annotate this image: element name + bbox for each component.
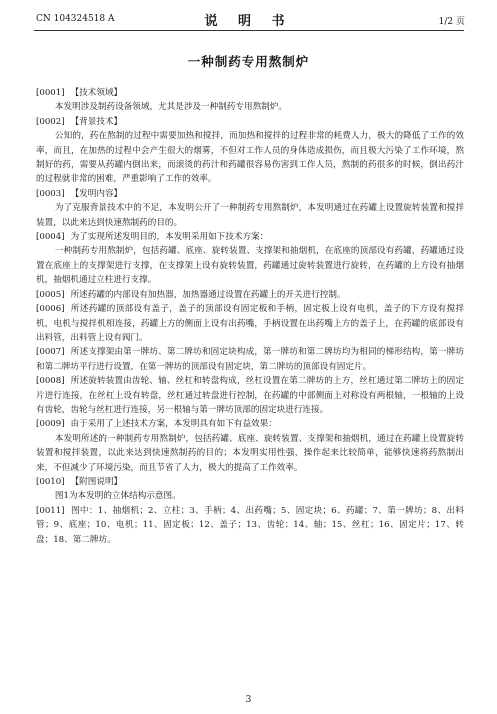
paragraph: [36, 475, 464, 489]
paragraph-number: [0003]: [36, 188, 65, 199]
paragraph-text: 【发明内容】: [70, 188, 123, 199]
paragraph: [36, 244, 464, 287]
paragraph: [36, 504, 464, 547]
paragraph-text: 公知的，药在熬制的过程中需要加热和搅拌，而加热和搅拌的过程非常的耗费人力，极大的降低了工作的效率，而且，在加热的过程中会产生很大的烟雾，不但对工作人员的身体造成损伤，而且极大污染了工作环境，熬制好的药，需要从药罐内倒出来，而滚烫的药汁和药罐很容易伤害到工作人员，熬制的药很多的时候，倒出药汁的过程就非常的困难，严重影响了工作的效率。: [36, 131, 464, 185]
paragraph-number: [0010]: [36, 476, 65, 487]
header-rule: [34, 30, 464, 31]
paragraph-text: 一种制药专用熬制炉，包括药罐、底座、旋转装置、支撑架和抽烟机，在底座的顶部设有药罐，药罐通过设置在底座上的支撑架进行支撑，在支撑架上设有旋转装置，药罐通过旋转装置进行旋转，在药罐的上方设有抽烟机，抽烟机通过立柱进行支撑。: [36, 246, 464, 286]
paragraph: [36, 100, 464, 114]
paragraph-text: 图中：1、抽烟机；2、立柱；3、手柄；4、出药嘴；5、固定块；6、药罐；7、第一牌坊；8、出料管；9、底座；10、电机；11、固定板；12、盖子；13、齿轮；14、轴；15、丝杠；16、固定片；17、转盘；18、第二牌坊。: [36, 505, 464, 545]
paragraph-text: 本发明所述的一种制药专用熬制炉，包括药罐、底座、旋转装置、支撑架和抽烟机，通过在药罐上设置旋转装置和搅拌装置，以此来达到快速熬制药的目的；本发明实用性强，操作起来比较简单，能够快速将药熬制出来，不但减少了环境污染，而且节省了人力，极大的提高了工作效率。: [36, 433, 464, 473]
paragraph-text: 为了克服背景技术中的不足，本发明公开了一种制药专用熬制炉，本发明通过在药罐上设置旋转装置和搅拌装置，以此来达到快速熬制药的目的。: [36, 203, 464, 228]
paragraph: [36, 432, 464, 475]
paragraph-number: [0001]: [36, 88, 65, 98]
paragraph-number: [0008]: [36, 376, 65, 387]
document-body: [36, 86, 464, 547]
paragraph-text: 所述药罐的顶部设有盖子，盖子的顶部设有固定板和手柄，固定板上设有电机，盖子的下方设有搅拌机，电机与搅拌机相连接，药罐上方的侧面上设有出药嘴，手柄设置在出药嘴上方的盖子上，在药罐的底部设有出料管，出料管上设有阀门。: [36, 304, 464, 343]
paragraph: [36, 86, 464, 100]
paragraph-number: [0005]: [36, 289, 65, 300]
paragraph: [36, 129, 464, 187]
paragraph-text: 为了实现所述发明目的，本发明采用如下技术方案：: [70, 232, 269, 243]
page-indicator: 1/2 页: [438, 17, 465, 27]
paragraph-text: 【附图说明】: [70, 476, 123, 487]
paragraph-text: 本发明涉及制药设备领域，尤其是涉及一种制药专用熬制炉。: [54, 102, 287, 113]
paragraph-number: [0007]: [36, 347, 65, 358]
paragraph-number: [0006]: [36, 304, 65, 315]
paragraph: [36, 489, 464, 503]
paragraph-text: 【背景技术】: [70, 116, 123, 127]
paragraph-text: 【技术领域】: [70, 88, 123, 98]
paragraph-text: 所述旋转装置由齿轮、轴、丝杠和转盘构成，丝杠设置在第二牌坊的上方，丝杠通过第二牌坊上的固定片进行连接，在丝杠上设有转盘，丝杠通过转盘进行控制，在药罐的中部侧面上对称设有两根轴，一根轴的上设有齿轮，齿轮与丝杠进行连接，另一根轴与第一牌坊顶部的固定块进行连接。: [36, 376, 464, 415]
paragraph-number: [0002]: [36, 116, 65, 127]
paragraph: [36, 417, 464, 431]
patent-number: CN 104324518 A: [36, 14, 115, 24]
paragraph-text: 所述支撑架由第一牌坊、第二牌坊和固定块构成，第一牌坊和第二牌坊均为相同的梯形结构，第一牌坊和第二牌坊平行进行设置，在第一牌坊的顶部设有固定块，第二牌坊的顶部设有固定片。: [36, 347, 464, 372]
paragraph-number: [0011]: [36, 505, 65, 516]
paragraph-text: 图1为本发明的立体结构示意图。: [54, 491, 181, 502]
paragraph-number: [0009]: [36, 419, 65, 430]
paragraph: [36, 302, 464, 345]
paragraph-number: [0004]: [36, 232, 65, 243]
paragraph-text: 由于采用了上述技术方案，本发明具有如下有益效果：: [70, 419, 277, 430]
paragraph: [36, 374, 464, 417]
page-number: 3: [245, 695, 252, 705]
document-type: 说 明 书: [204, 14, 293, 29]
paragraph: [36, 288, 464, 302]
paragraph-text: 所述药罐的内部设有加热器，加热器通过设置在药罐上的开关进行控制。: [70, 289, 346, 300]
paragraph: [36, 345, 464, 374]
document-title: 一种制药专用熬制炉: [187, 54, 310, 69]
paragraph: [36, 115, 464, 129]
paragraph: [36, 230, 464, 244]
paragraph: [36, 187, 464, 201]
paragraph: [36, 201, 464, 230]
